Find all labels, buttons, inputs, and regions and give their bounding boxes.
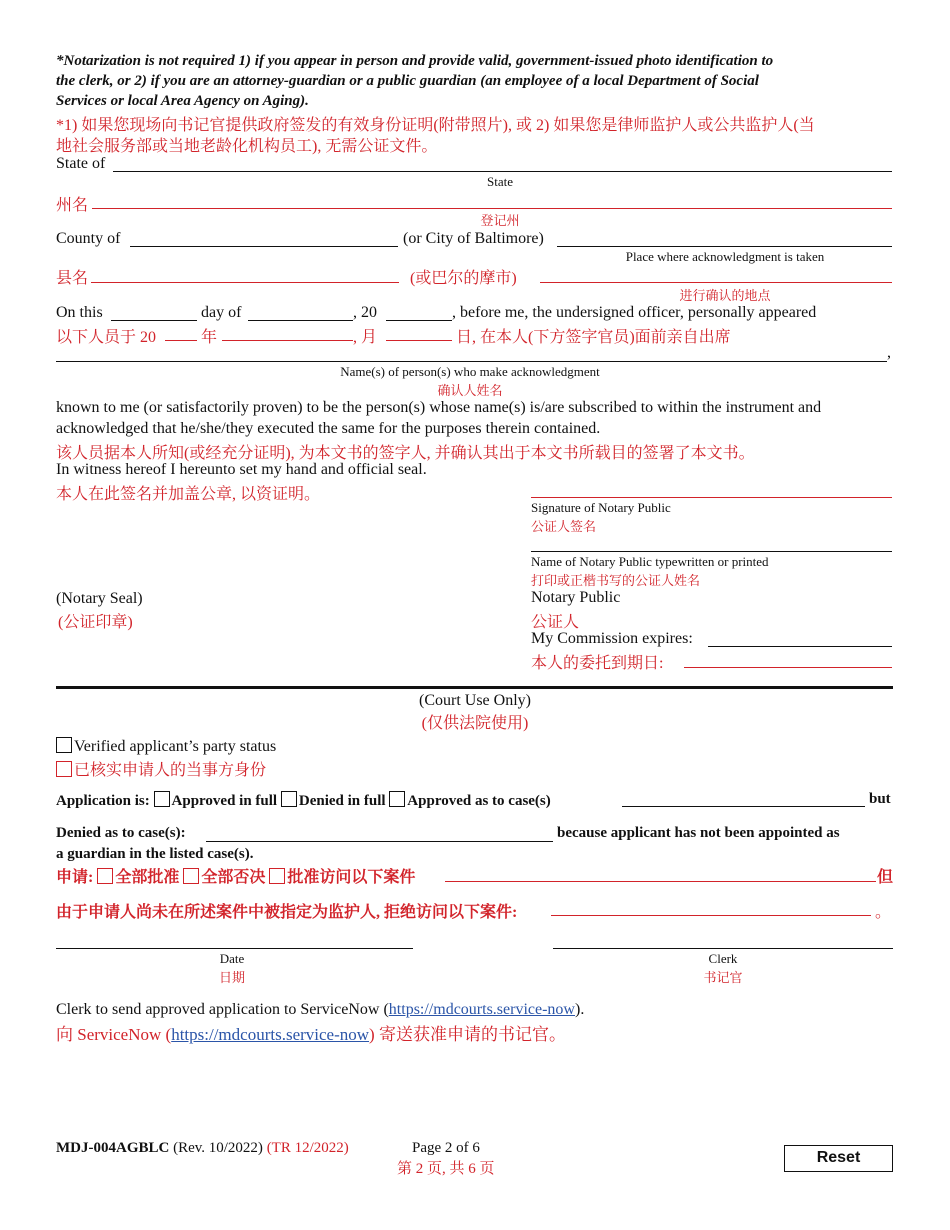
day-of-label: day of	[201, 304, 242, 321]
state-caption-zh: 登记州	[480, 213, 520, 228]
state-label: State of	[56, 155, 106, 172]
commission-label: My Commission expires:	[531, 630, 693, 647]
day-input-line[interactable]	[111, 320, 197, 321]
notary-signature-caption: Signature of Notary Public	[531, 500, 671, 515]
state-input-line[interactable]	[113, 171, 892, 172]
court-use-title-zh: (仅供法院使用)	[421, 715, 529, 732]
denied-cases-label: Denied as to case(s):	[56, 825, 186, 841]
guardian-listed-text: a guardian in the listed case(s).	[56, 846, 254, 862]
notary-seal-label: (Notary Seal)	[56, 590, 143, 607]
approved-cases-label-zh: 批准访问以下案件	[287, 869, 416, 886]
witness-text-zh: 本人在此签名并加盖公章, 以资证明。	[56, 486, 321, 503]
servicenow-suffix-zh: ) 寄送获准申请的书记官。	[369, 1025, 566, 1044]
notary-seal-label-zh: (公证印章)	[58, 614, 133, 631]
county-label-zh: 县名	[56, 270, 89, 287]
notarization-note-zh-line1: *1) 如果您现场向书记官提供政府签发的有效身份证明(附带照片), 或 2) 如果您是律师监护人或公共监护人(当	[56, 117, 815, 134]
month-zh-input-line[interactable]	[222, 340, 353, 341]
on-this-label: On this	[56, 304, 103, 321]
verified-status-row[interactable]	[56, 737, 276, 756]
approved-full-checkbox-zh[interactable]	[97, 868, 113, 884]
approved-cases-label: Approved as to case(s)	[407, 793, 551, 809]
baltimore-city-label-zh: (或巴尔的摩市)	[410, 270, 517, 287]
place-caption-zh: 进行确认的地点	[679, 288, 771, 303]
known-text-zh: 该人员据本人所知(或经充分证明), 为本文书的签字人, 并确认其出于本文书所载目的签署了本文书。	[56, 445, 755, 462]
names-caption-zh: 确认人姓名	[437, 383, 503, 398]
place-caption: Place where acknowledgment is taken	[625, 249, 825, 264]
clerk-signature-line[interactable]	[553, 948, 893, 949]
because-text: because applicant has not been appointed as	[557, 825, 840, 841]
form-revision: (Rev. 10/2022)	[173, 1140, 263, 1156]
notarization-note-line3: Services or local Area Agency on Aging).	[56, 93, 309, 109]
date-signature-line[interactable]	[56, 948, 413, 949]
notarization-note-line1: *Notarization is not required 1) if you appear in person and provide valid, government-issued photo identification to	[56, 53, 774, 69]
denied-cases-zh-input-line[interactable]	[551, 915, 871, 916]
place-zh-input-line[interactable]	[540, 282, 892, 283]
year-prefix-label: , 20	[353, 304, 377, 321]
before-me-text: , before me, the undersigned officer, personally appeared	[452, 304, 817, 321]
verified-status-label-zh: 已核实申请人的当事方身份	[74, 762, 267, 779]
names-comma: ,	[887, 344, 891, 361]
denied-full-checkbox[interactable]	[281, 791, 297, 807]
servicenow-link-zh[interactable]: https://mdcourts.service-now	[171, 1025, 370, 1044]
approved-cases-checkbox-zh[interactable]	[269, 868, 285, 884]
notary-name-line[interactable]	[531, 551, 892, 552]
notary-signature-line[interactable]	[531, 497, 892, 498]
form-id: MDJ-004AGBLC	[56, 1140, 170, 1156]
denied-full-checkbox-zh[interactable]	[183, 868, 199, 884]
state-label-zh: 州名	[56, 197, 89, 214]
baltimore-city-label: (or City of Baltimore)	[403, 230, 544, 247]
year-zh-input-line[interactable]	[165, 340, 197, 341]
notary-public-title: Notary Public	[531, 589, 621, 606]
reset-button[interactable]: Reset	[784, 1145, 893, 1172]
date-line-zh-year: 年	[201, 329, 218, 346]
approved-cases-input-line[interactable]	[622, 806, 865, 807]
but-label: but	[869, 791, 891, 807]
notarization-note-line2: the clerk, or 2) if you are an attorney-guardian or a public guardian (an employee of a local Department of Social	[56, 73, 759, 89]
known-text-line1: known to me (or satisfactorily proven) to be the person(s) whose name(s) is/are subscribed to within the instrument and	[56, 399, 822, 416]
but-label-zh: 但	[877, 869, 894, 886]
period-zh: 。	[875, 904, 892, 921]
servicenow-prefix: Clerk to send approved application to ServiceNow (	[56, 1001, 389, 1018]
known-text-line2: acknowledged that he/she/they executed the same for the purposes therein contained.	[56, 420, 601, 437]
servicenow-instruction	[56, 1001, 584, 1019]
page-number: Page 2 of 6	[412, 1140, 480, 1156]
county-input-line[interactable]	[130, 246, 398, 247]
application-row	[56, 791, 551, 810]
approved-cases-zh-input-line[interactable]	[445, 881, 876, 882]
servicenow-suffix: ).	[574, 1001, 585, 1018]
servicenow-prefix-zh: 向 ServiceNow (	[56, 1025, 172, 1044]
notary-name-caption: Name of Notary Public typewritten or printed	[531, 554, 769, 569]
date-line-zh-month: , 月	[353, 329, 378, 346]
servicenow-instruction-zh	[56, 1020, 566, 1045]
witness-text: In witness hereof I hereunto set my hand and official seal.	[56, 461, 427, 478]
form-translation-revision: (TR 12/2022)	[266, 1140, 349, 1156]
month-input-line[interactable]	[248, 320, 353, 321]
county-label: County of	[56, 230, 121, 247]
application-label-zh: 申请:	[56, 869, 94, 886]
approved-cases-checkbox[interactable]	[389, 791, 405, 807]
approved-full-checkbox[interactable]	[154, 791, 170, 807]
date-line-zh-prefix: 以下人员于 20	[56, 329, 157, 346]
verified-status-row-zh[interactable]	[56, 757, 266, 780]
names-caption: Name(s) of person(s) who make acknowledgment	[340, 364, 600, 379]
clerk-caption: Clerk	[708, 951, 738, 966]
place-input-line[interactable]	[557, 246, 892, 247]
notary-name-caption-zh: 打印或正楷书写的公证人姓名	[531, 573, 701, 588]
day-zh-input-line[interactable]	[386, 340, 452, 341]
verified-status-checkbox-zh[interactable]	[56, 761, 72, 777]
date-caption: Date	[219, 951, 245, 966]
approved-full-label-zh: 全部批准	[115, 869, 180, 886]
notary-signature-caption-zh: 公证人签名	[531, 519, 597, 534]
page-number-zh: 第 2 页, 共 6 页	[397, 1161, 495, 1177]
commission-label-zh: 本人的委托到期日:	[531, 655, 664, 672]
date-line-zh-rest: 日, 在本人(下方签字官员)面前亲自出席	[456, 329, 731, 346]
denied-cases-input-line[interactable]	[206, 841, 553, 842]
date-caption-zh: 日期	[218, 970, 245, 985]
commission-zh-input-line[interactable]	[684, 667, 892, 668]
state-zh-input-line[interactable]	[92, 208, 892, 209]
notary-public-title-zh: 公证人	[531, 614, 580, 631]
section-divider	[56, 686, 893, 689]
verified-status-checkbox[interactable]	[56, 737, 72, 753]
clerk-caption-zh: 书记官	[703, 970, 743, 985]
application-is-label: Application is:	[56, 793, 150, 809]
approved-full-label: Approved in full	[171, 793, 278, 809]
commission-input-line[interactable]	[708, 646, 892, 647]
notarization-note-zh-line2: 地社会服务部或当地老龄化机构员工), 无需公证文件。	[56, 138, 438, 155]
state-caption: State	[487, 174, 513, 189]
application-row-zh	[56, 864, 415, 887]
denied-full-label-zh: 全部否决	[201, 869, 266, 886]
verified-status-label: Verified applicant’s party status	[74, 738, 277, 755]
names-input-line[interactable]	[56, 361, 887, 362]
year-input-line[interactable]	[386, 320, 452, 321]
form-footer-id	[56, 1140, 349, 1157]
denied-cases-text-zh: 由于申请人尚未在所述案件中被指定为监护人, 拒绝访问以下案件:	[56, 904, 518, 921]
servicenow-link[interactable]: https://mdcourts.service-now	[388, 1001, 575, 1018]
denied-full-label: Denied in full	[298, 793, 386, 809]
court-use-title: (Court Use Only)	[419, 692, 531, 709]
county-zh-input-line[interactable]	[91, 282, 399, 283]
